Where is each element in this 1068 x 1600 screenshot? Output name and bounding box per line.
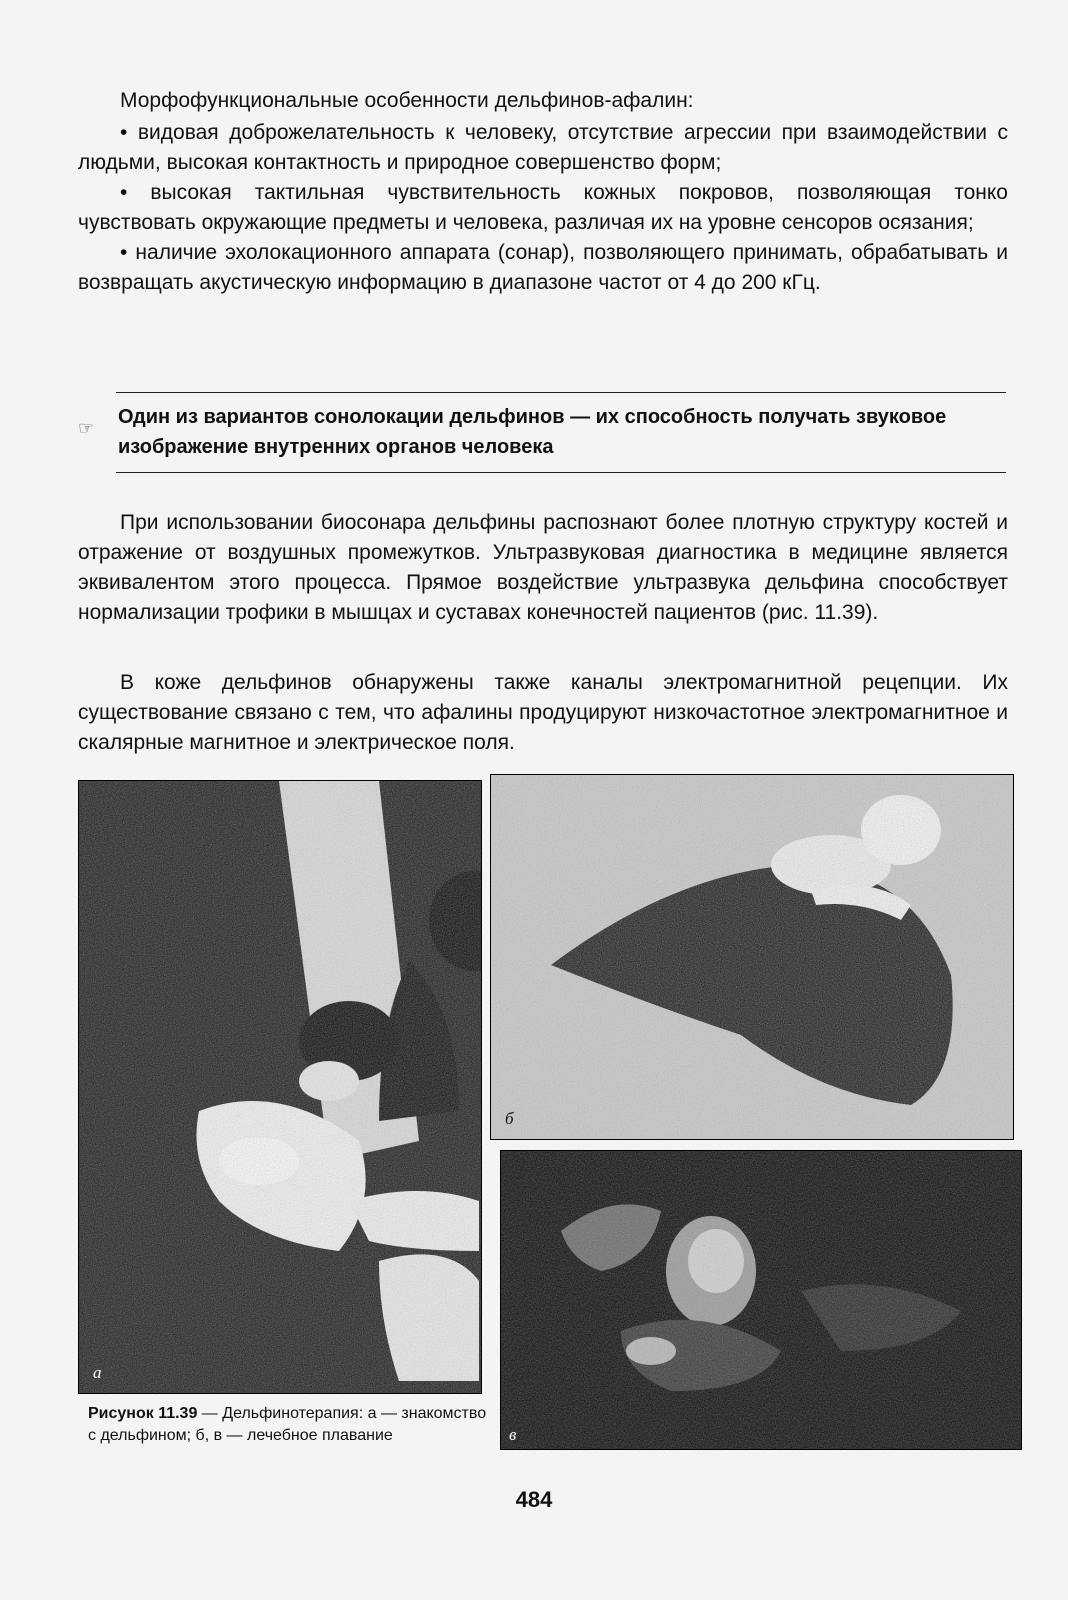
note-bottom-rule (116, 472, 1006, 473)
body-paragraph: При использовании биосонара дельфины распознают более плотную структуру костей и отражение от воздушных промежутков. Ультразвуковая диагностика в медицине является эквивалентом этого процесса. Прямое воздействие ультразвука дельфина способствует нормализации трофики в мышцах и суставах конечностей пациентов (рис. 11.39). (78, 511, 1008, 624)
caption-title: Рисунок 11.39 (88, 1405, 198, 1422)
bullet-marker: • (120, 181, 128, 204)
page-number: 484 (515, 1487, 553, 1512)
note-top-rule (116, 392, 1006, 393)
bullet-marker: • (120, 241, 128, 264)
pointing-hand-icon: ☞ (78, 418, 95, 438)
list-item-text: высокая тактильная чувствительность кожных покровов, позволяющая тонко чувствовать окружающие предметы и человека, различая их на уровне сенсоров осязания; (78, 181, 1008, 234)
list-item-text: наличие эхолокационного аппарата (сонар), позволяющего принимать, обрабатывать и возвращать акустическую информацию в диапазоне частот от 4 до 200 кГц. (78, 241, 1008, 294)
photo-v-image (501, 1151, 1021, 1449)
list-item-text: видовая доброжелательность к человеку, отсутствие агрессии при взаимодействии с людьми, высокая контактность и природное совершенство форм; (78, 121, 1008, 174)
photo-a-image (79, 781, 481, 1393)
list-item (78, 178, 1008, 238)
features-list (78, 118, 1008, 298)
photo-b-image (491, 775, 1013, 1139)
list-item (78, 238, 1008, 298)
caption-text: — Дельфинотерапия: а — знакомство с дельфином; б, в — лечебное плавание (88, 1405, 487, 1444)
intro-paragraph: Морфофункциональные особенности дельфинов-афалин: (120, 89, 694, 112)
photo-v (500, 1150, 1022, 1450)
photo-a (78, 780, 482, 1394)
photo-b (490, 774, 1014, 1140)
list-item (78, 118, 1008, 178)
highlighted-note: Один из вариантов сонолокации дельфинов — их способность получать звуковое изображение внутренних органов человека (118, 406, 947, 458)
photo-b-label: б (505, 1109, 514, 1128)
figure-caption (88, 1403, 498, 1447)
body-paragraph: В коже дельфинов обнаружены также каналы электромагнитной рецепции. Их существование связано с тем, что афалины продуцируют низкочастотное электромагнитное и скалярные магнитное и электрическое поля. (78, 671, 1008, 754)
bullet-marker: • (120, 121, 128, 144)
photo-v-label: в (509, 1425, 517, 1444)
photo-a-label: а (93, 1363, 102, 1382)
